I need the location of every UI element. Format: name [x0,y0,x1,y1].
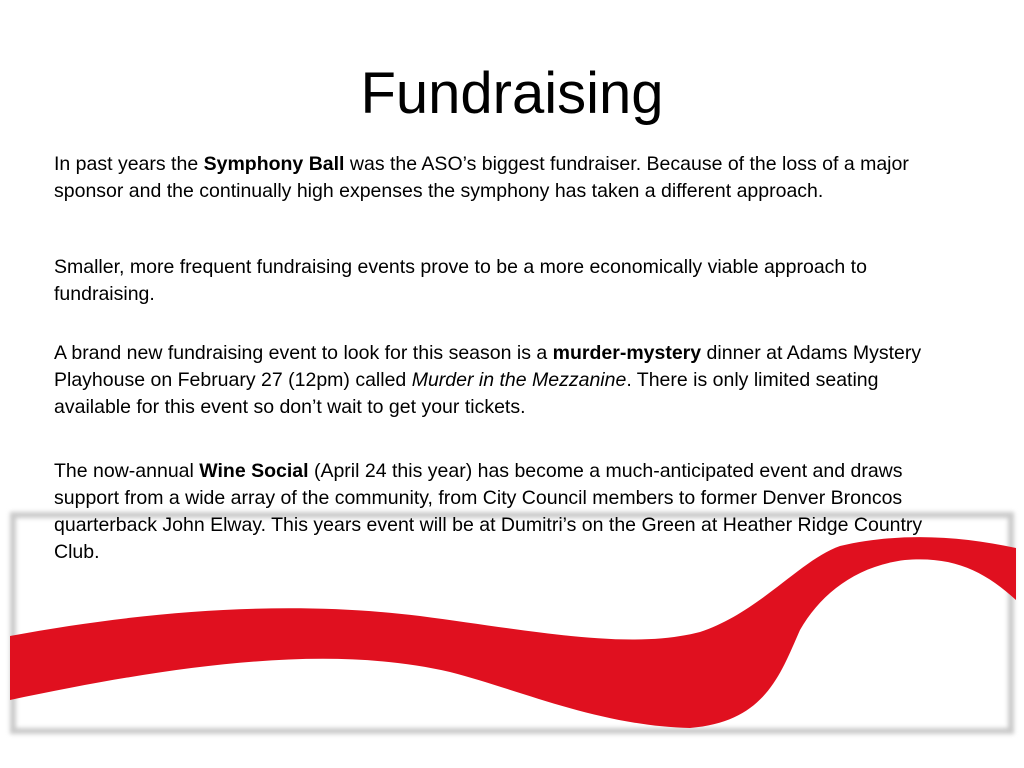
p1-bold-symphony-ball: Symphony Ball [203,153,345,175]
paragraph-murder-mystery [54,340,934,421]
slide-title: Fundraising [360,61,664,126]
p4-text-a: The now-annual [54,460,200,482]
p3-text-a: A brand new fundraising event to look for this season is a [54,342,553,364]
p4-text-c: (April 24 this year) has become a much-anticipated event and draws support from a wide array of the community, from City Council members to former Denver Broncos quarterback John Elway. This years event will be at Dumitri’s on the Green at Heather Ridge Country Club. [54,460,923,563]
p3-italic-event-title: Murder in the Mezzanine [411,369,627,391]
paragraph-smaller-events: Smaller, more frequent fundraising events prove to be a more economically viable approach to fundraising. [54,256,867,305]
p3-text-c: dinner at Adams Mystery Playhouse on February 27 (12pm) called [54,342,922,391]
paragraph-wine-social [54,458,934,566]
p1-text-a: In past years the [54,153,204,175]
paragraph-symphony-ball [54,151,934,205]
p3-text-e: . There is only limited seating available for this event so don’t wait to get your tickets. [54,369,879,418]
p3-bold-murder-mystery: murder-mystery [552,342,702,364]
p1-text-c: was the ASO’s biggest fundraiser. Because of the loss of a major sponsor and the continually high expenses the symphony has taken a different approach. [54,153,909,202]
p4-bold-wine-social: Wine Social [199,460,309,482]
